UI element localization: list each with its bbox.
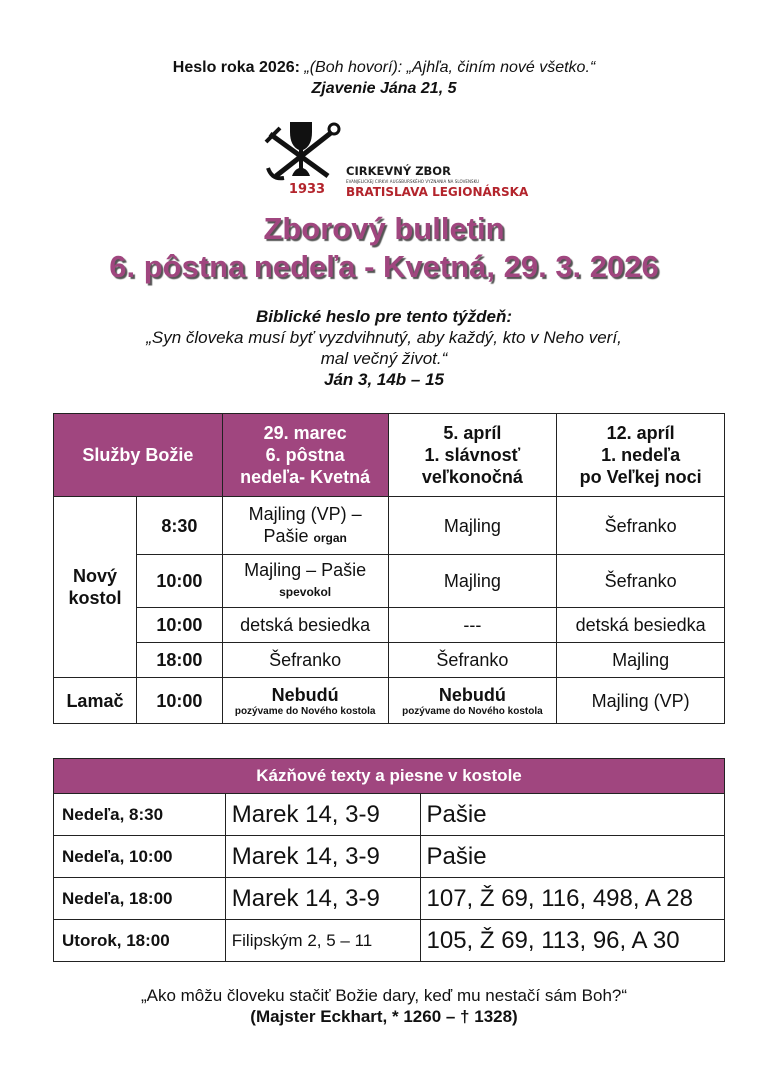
header-col2	[388, 414, 557, 497]
table-row	[54, 794, 725, 836]
cell-text: Majling – Pašie	[244, 560, 367, 580]
header-col1-line: nedeľa- Kvetná	[240, 467, 371, 487]
header-col1-line: 29. marec	[263, 423, 347, 443]
service-time: 10:00	[136, 678, 222, 724]
header-col3-line: 12. apríl	[606, 423, 675, 443]
reading-day: Nedeľa, 8:30	[54, 794, 226, 836]
header-col1-line: 6. pôstna	[265, 445, 345, 465]
closing-quote	[0, 985, 768, 1027]
service-time: 8:30	[136, 497, 222, 555]
service-cell: Šefranko	[222, 643, 388, 678]
header-col1	[222, 414, 388, 497]
verse-reference: Ján 3, 14b – 15	[323, 370, 445, 389]
table-row	[54, 497, 725, 555]
service-cell	[222, 555, 388, 608]
header-col2-line: veľkonočná	[421, 467, 523, 487]
table-row	[54, 878, 725, 920]
service-cell: Šefranko	[388, 643, 557, 678]
service-cell: Majling	[388, 497, 557, 555]
service-cell: detská besiedka	[222, 608, 388, 643]
header-col3-line: po Veľkej noci	[579, 467, 702, 487]
cell-note: spevokol	[279, 585, 332, 599]
reading-text: Marek 14, 3-9	[225, 878, 420, 920]
table-row	[54, 608, 725, 643]
motto-reference: Zjavenie Jána 21, 5	[311, 80, 457, 97]
table-row	[54, 555, 725, 608]
place-line: kostol	[68, 588, 122, 608]
logo-line1: CIRKEVNÝ ZBOR	[346, 164, 451, 178]
reading-day: Nedeľa, 10:00	[54, 836, 226, 878]
services-table	[53, 413, 725, 724]
service-cell: Šefranko	[557, 555, 725, 608]
header-col3	[557, 414, 725, 497]
service-cell: Šefranko	[557, 497, 725, 555]
service-cell: ---	[388, 608, 557, 643]
service-time: 10:00	[136, 555, 222, 608]
reading-text: Marek 14, 3-9	[225, 794, 420, 836]
cell-text: Nebudú	[271, 684, 339, 705]
header-col2-line: 5. apríl	[443, 423, 502, 443]
quote-text: „Ako môžu človeku stačiť Božie dary, keď mu nestačí sám Boh?“	[140, 986, 628, 1005]
service-time: 10:00	[136, 608, 222, 643]
logo-year: 1933	[288, 182, 326, 197]
table-row	[54, 643, 725, 678]
reading-songs: Pašie	[420, 836, 725, 878]
cell-text: Nebudú	[438, 684, 506, 705]
table-row	[54, 678, 725, 724]
service-cell	[388, 678, 557, 724]
verse-heading: Biblické heslo pre tento týždeň:	[256, 307, 512, 326]
motto-text: „(Boh hovorí): „Ajhľa, činím nové všetko.“	[299, 59, 596, 76]
header-col3-line: 1. nedeľa	[601, 445, 681, 465]
reading-songs: 107, Ž 69, 116, 498, A 28	[420, 878, 725, 920]
quote-author: (Majster Eckhart, * 1260 – † 1328)	[250, 1007, 518, 1026]
readings-table	[53, 758, 725, 962]
header-col2-line: 1. slávnosť	[424, 445, 521, 465]
logo-line2: EVANJELICKEJ CIRKVI AUGSBURSKÉHO VYZNANIA NA SLOVENSKU	[346, 179, 480, 184]
reading-songs: Pašie	[420, 794, 725, 836]
service-cell	[222, 678, 388, 724]
cell-note: organ	[313, 530, 347, 545]
church-logo	[262, 118, 529, 202]
service-cell: Majling (VP)	[557, 678, 725, 724]
place-novy-kostol	[54, 497, 137, 678]
place-line: Nový	[72, 566, 117, 586]
cell-note: pozývame do Nového kostola	[402, 705, 543, 717]
reading-day: Nedeľa, 18:00	[54, 878, 226, 920]
cell-text: Majling (VP) –	[248, 503, 362, 524]
service-cell: Majling	[557, 643, 725, 678]
readings-title: Kázňové texty a piesne v kostole	[54, 759, 725, 794]
weekly-verse	[0, 306, 768, 390]
title-line2: 6. pôstna nedeľa - Kvetná, 29. 3. 2026	[109, 249, 659, 284]
place-lamac: Lamač	[54, 678, 137, 724]
reading-text: Marek 14, 3-9	[225, 836, 420, 878]
services-header-label: Služby Božie	[54, 414, 223, 497]
service-cell: detská besiedka	[557, 608, 725, 643]
verse-line2: mal večný život.“	[320, 349, 448, 368]
reading-day: Utorok, 18:00	[54, 920, 226, 962]
cell-note: pozývame do Nového kostola	[234, 705, 376, 717]
title-line1: Zborový bulletin	[263, 211, 505, 246]
logo-line3: BRATISLAVA LEGIONÁRSKA	[346, 185, 529, 199]
table-row	[54, 920, 725, 962]
reading-text: Filipským 2, 5 – 11	[225, 920, 420, 962]
service-cell	[222, 497, 388, 555]
year-motto	[0, 57, 768, 99]
cell-text: Pašie	[263, 525, 309, 546]
bulletin-title	[0, 210, 768, 286]
verse-line1: „Syn človeka musí byť vyzdvihnutý, aby každý, kto v Neho verí,	[146, 328, 622, 347]
motto-label: Heslo roka 2026:	[172, 59, 300, 76]
reading-songs: 105, Ž 69, 113, 96, A 30	[420, 920, 725, 962]
chalice-anchor-icon	[262, 118, 342, 188]
service-time: 18:00	[136, 643, 222, 678]
table-row	[54, 836, 725, 878]
service-cell: Majling	[388, 555, 557, 608]
services-header-row	[54, 414, 725, 497]
